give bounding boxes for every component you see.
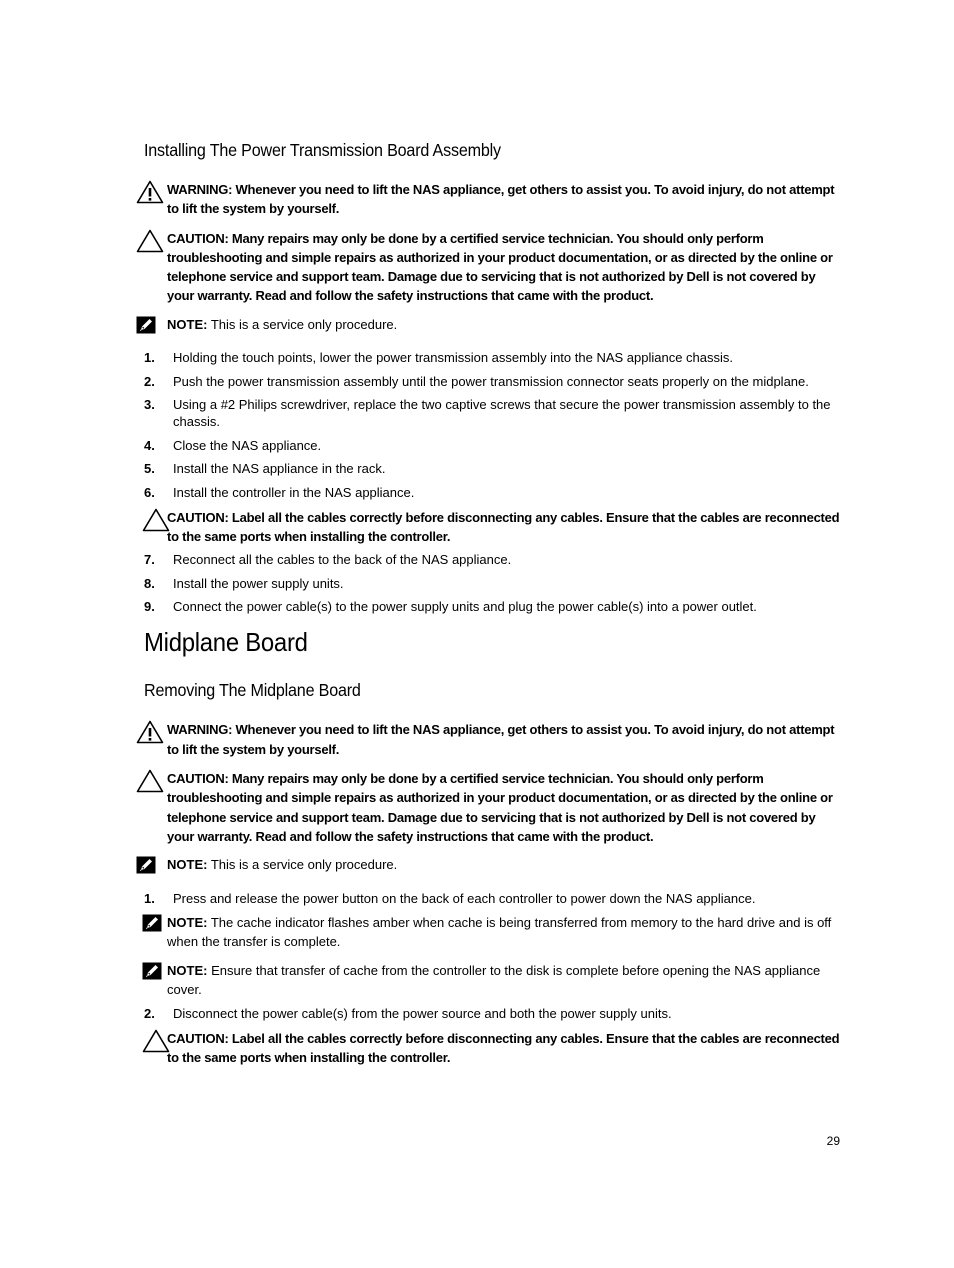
page-number: 29 bbox=[826, 1134, 840, 1148]
list-item: 2. Push the power transmission assembly until the power transmission connector seats properly on the midplane. bbox=[144, 373, 809, 389]
note-label: NOTE: bbox=[167, 857, 208, 873]
warning-notice bbox=[144, 180, 840, 219]
caution-triangle-icon bbox=[142, 508, 167, 532]
list-item: 3. Using a #2 Philips screwdriver, replace the two captive screws that secure the power transmission assembly to the chassis. bbox=[144, 397, 831, 430]
note-notice-transfer bbox=[144, 961, 840, 1000]
warning-text: WARNING: Whenever you need to lift the NAS appliance, get others to assist you. To avoid injury, do not attempt to lift the system by yourself. bbox=[167, 722, 835, 757]
list-item: 8. Install the power supply units. bbox=[144, 575, 344, 591]
note-pencil-icon bbox=[136, 315, 167, 334]
note-label: NOTE: bbox=[167, 915, 208, 931]
steps-list-a bbox=[144, 349, 840, 501]
note-pencil-icon bbox=[142, 961, 167, 980]
list-item: 7. Reconnect all the cables to the back of the NAS appliance. bbox=[144, 552, 512, 568]
note-text: The cache indicator flashes amber when cache is being transferred from memory to the hard drive and is off when the transfer is complete. bbox=[167, 915, 832, 950]
caution-notice bbox=[144, 229, 840, 306]
chapter-heading-midplane: Midplane Board bbox=[144, 627, 308, 658]
note-notice bbox=[144, 855, 840, 874]
note-notice-cache bbox=[144, 913, 840, 952]
note-text: This is a service only procedure. bbox=[207, 316, 398, 332]
list-item: 2. Disconnect the power cable(s) from the power source and both the power supply units. bbox=[144, 1006, 672, 1022]
warning-text: WARNING: Whenever you need to lift the NAS appliance, get others to assist you. To avoid injury, do not attempt to lift the system by yourself. bbox=[167, 182, 835, 217]
caution-text: CAUTION: Label all the cables correctly before disconnecting any cables. Ensure that the cables are reconnected to the same ports when installing the controller. bbox=[167, 1030, 840, 1066]
caution-notice-cables bbox=[144, 1029, 840, 1068]
document-body bbox=[144, 140, 840, 1067]
note-pencil-icon bbox=[142, 913, 167, 932]
list-item: 9. Connect the power cable(s) to the power supply units and plug the power cable(s) into a power outlet. bbox=[144, 599, 757, 615]
caution-triangle-icon bbox=[136, 229, 167, 253]
note-text: This is a service only procedure. bbox=[207, 857, 398, 873]
list-item: 6. Install the controller in the NAS appliance. bbox=[144, 485, 415, 501]
caution-text: CAUTION: Label all the cables correctly before disconnecting any cables. Ensure that the cables are reconnected to the same ports when installing the controller. bbox=[167, 509, 840, 544]
caution-text: CAUTION: Many repairs may only be done by a certified service technician. You should only perform troubleshooting and simple repairs as authorized in your product documentation, or as directed by the online or telephone service and support team. Damage due to servicing that is not authorized by Dell is not covered by your warranty. Read and follow the safety instructions that came with the product. bbox=[167, 771, 833, 844]
steps-list-c bbox=[144, 890, 840, 907]
warning-notice bbox=[144, 720, 840, 759]
note-notice bbox=[144, 315, 840, 334]
caution-text: CAUTION: Many repairs may only be done by a certified service technician. You should only perform troubleshooting and simple repairs as authorized in your product documentation, or as directed by the online or telephone service and support team. Damage due to servicing that is not authorized by Dell is not covered by your warranty. Read and follow the safety instructions that came with the product. bbox=[167, 230, 833, 304]
section-heading-removing: Removing The Midplane Board bbox=[144, 680, 361, 701]
list-item: 1. Press and release the power button on the back of each controller to power down the NAS appliance. bbox=[144, 890, 756, 906]
note-label: NOTE: bbox=[167, 316, 208, 332]
list-item: 1. Holding the touch points, lower the power transmission assembly into the NAS appliance chassis. bbox=[144, 350, 734, 366]
note-label: NOTE: bbox=[167, 962, 208, 978]
caution-notice bbox=[144, 769, 840, 846]
list-item: 4. Close the NAS appliance. bbox=[144, 437, 322, 453]
warning-triangle-icon bbox=[136, 180, 167, 204]
list-item: 5. Install the NAS appliance in the rack. bbox=[144, 461, 386, 477]
note-pencil-icon bbox=[136, 855, 167, 874]
caution-triangle-icon bbox=[136, 769, 167, 793]
note-text: Ensure that transfer of cache from the controller to the disk is complete before opening the NAS appliance cover. bbox=[167, 962, 821, 997]
steps-list-d bbox=[144, 1005, 840, 1022]
section-heading-installing: Installing The Power Transmission Board Assembly bbox=[144, 140, 501, 160]
caution-notice-cables bbox=[144, 508, 840, 547]
steps-list-b bbox=[144, 551, 840, 615]
caution-triangle-icon bbox=[142, 1029, 167, 1053]
warning-triangle-icon bbox=[136, 720, 167, 744]
